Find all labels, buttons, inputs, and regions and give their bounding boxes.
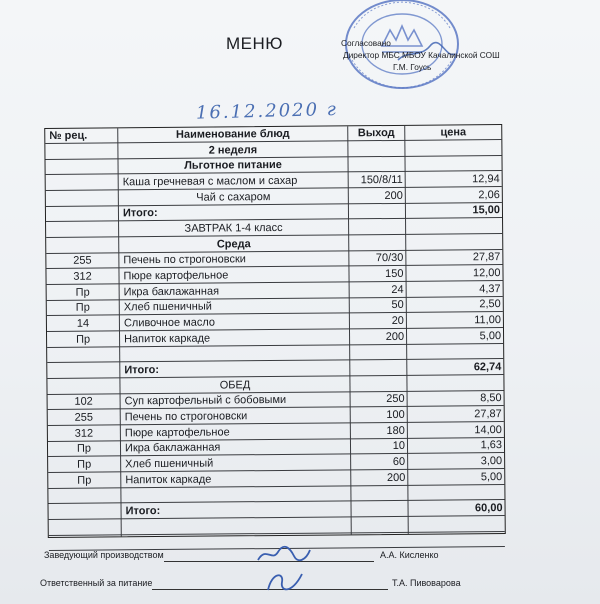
price-cell xyxy=(406,219,502,234)
yield-cell: 150/8/11 xyxy=(360,173,403,187)
recipe-number-cell xyxy=(49,520,121,535)
yield-cell xyxy=(350,345,406,359)
recipe-number-cell: Пр xyxy=(77,458,92,471)
approval-line-3: Г.М. Гоусь xyxy=(393,62,432,72)
recipe-number-cell xyxy=(46,238,118,253)
price-cell xyxy=(405,141,501,156)
yield-cell xyxy=(352,517,408,531)
price-cell: 3,00 xyxy=(480,454,503,468)
recipe-number-cell: 312 xyxy=(73,270,92,283)
dish-name-cell: Пюре картофельное xyxy=(123,269,229,283)
price-cell: 12,94 xyxy=(472,173,500,186)
dish-name-cell: Пюре картофельное xyxy=(124,425,230,439)
dish-name-cell: Печень по строгоновски xyxy=(124,410,248,424)
recipe-number-cell: Пр xyxy=(75,333,91,346)
recipe-number-cell xyxy=(46,160,118,175)
yield-cell xyxy=(348,157,404,171)
price-cell: 2,50 xyxy=(479,298,501,311)
yield-cell xyxy=(348,142,404,156)
price-cell: 12,00 xyxy=(472,266,501,280)
dish-name-cell: Итого: xyxy=(125,504,161,518)
yield-cell: 150 xyxy=(385,267,404,280)
dish-name-cell xyxy=(121,487,350,503)
approval-block xyxy=(341,37,500,73)
yield-cell: 200 xyxy=(385,330,405,343)
price-cell: 14,00 xyxy=(474,423,502,436)
recipe-number-cell: 102 xyxy=(74,395,93,408)
yield-cell xyxy=(349,235,405,249)
price-cell: 8,50 xyxy=(480,392,502,405)
recipe-number-cell: Пр xyxy=(75,301,90,314)
recipe-number-cell xyxy=(46,175,118,190)
yield-cell: 200 xyxy=(386,471,406,484)
approval-line-1: Согласовано xyxy=(341,38,391,48)
dish-name-cell: Суп картофельный с бобовыми xyxy=(124,394,287,408)
price-cell: 1,63 xyxy=(480,439,503,452)
yield-cell xyxy=(349,220,405,234)
price-cell: 4,37 xyxy=(479,282,501,295)
recipe-number-cell xyxy=(46,207,118,222)
price-cell: 15,00 xyxy=(472,204,501,217)
recipe-number-cell: 312 xyxy=(74,427,94,440)
dish-name-cell: Икра баклажанная xyxy=(124,441,221,455)
price-cell: 11,00 xyxy=(474,313,501,327)
menu-title: МЕНЮ xyxy=(226,34,283,53)
dish-name-cell: Льготное питание xyxy=(184,159,282,173)
dish-name-cell: ОБЕД xyxy=(219,378,251,392)
approval-line-2: Директор МБС МБОУ Качалинской СОШ xyxy=(343,50,500,60)
yield-cell xyxy=(349,204,405,218)
nutrition-name: Т.А. Пивоварова xyxy=(392,578,461,588)
dish-name-cell: Сливочное масло xyxy=(123,316,216,330)
price-cell: 27,87 xyxy=(474,407,502,421)
yield-cell xyxy=(351,486,407,500)
recipe-number-cell: Пр xyxy=(77,474,92,487)
dish-name-cell: Итого: xyxy=(122,207,158,220)
yield-cell xyxy=(350,361,406,375)
dish-name-cell: Среда xyxy=(216,237,251,251)
dish-name-cell: Хлеб пшеничный xyxy=(123,300,212,314)
dish-name-cell xyxy=(122,534,351,550)
recipe-number-cell: 255 xyxy=(73,254,92,268)
recipe-number-cell: 255 xyxy=(74,411,93,424)
price-cell xyxy=(405,156,501,171)
recipe-number-cell: Пр xyxy=(75,286,90,299)
dish-name-cell: Итого: xyxy=(124,363,160,377)
dish-name-cell: Напиток каркаде xyxy=(125,473,212,486)
recipe-number-cell xyxy=(47,348,119,363)
yield-cell: 180 xyxy=(386,424,405,437)
header-recipe-number: № рец. xyxy=(49,129,88,142)
recipe-number-cell xyxy=(49,536,121,551)
price-cell xyxy=(409,532,505,547)
manager-name: А.А. Кисленко xyxy=(380,550,439,560)
dish-name-cell: 2 неделя xyxy=(208,143,258,157)
dish-name-cell: Напиток каркаде xyxy=(124,332,211,345)
header-yield: Выход xyxy=(357,126,395,140)
nutrition-signature-icon xyxy=(262,566,312,596)
yield-cell: 50 xyxy=(391,299,404,312)
price-cell: 2,06 xyxy=(478,188,500,201)
dish-name-cell xyxy=(120,346,349,362)
yield-cell: 200 xyxy=(384,189,403,202)
header-price: цена xyxy=(440,126,467,139)
yield-cell: 70/30 xyxy=(375,252,404,265)
yield-cell: 60 xyxy=(392,455,406,468)
price-cell: 5,00 xyxy=(480,470,503,483)
handwritten-date: 16.12.2020 г xyxy=(195,98,339,124)
recipe-number-cell xyxy=(45,144,117,159)
recipe-number-cell xyxy=(46,222,118,237)
dish-name-cell: Каша гречневая с маслом и сахар xyxy=(122,174,298,189)
price-cell xyxy=(408,485,504,500)
recipe-number-cell xyxy=(49,504,121,519)
price-cell: 62,74 xyxy=(473,360,502,374)
recipe-number-cell xyxy=(47,379,119,394)
yield-cell: 100 xyxy=(386,408,405,421)
yield-cell: 250 xyxy=(386,393,405,406)
nutrition-label: Ответственный за питание xyxy=(40,578,153,588)
manager-label: Заведующий производством xyxy=(44,550,164,560)
dish-name-cell: ЗАВТРАК 1-4 класс xyxy=(184,221,283,235)
yield-cell: 20 xyxy=(391,314,404,327)
recipe-number-cell: 14 xyxy=(76,317,90,330)
recipe-number-cell xyxy=(46,191,118,206)
yield-cell xyxy=(351,502,407,516)
dish-name-cell xyxy=(122,518,351,534)
manager-signature-icon xyxy=(254,542,314,566)
header-dish-name: Наименование блюд xyxy=(175,127,290,141)
price-cell xyxy=(407,376,503,391)
dish-name-cell: Икра баклажанная xyxy=(123,285,220,298)
menu-table xyxy=(44,124,506,538)
price-cell: 27,87 xyxy=(472,251,501,264)
price-cell xyxy=(406,235,502,250)
price-cell: 60,00 xyxy=(474,501,503,515)
price-cell xyxy=(407,344,503,359)
yield-cell xyxy=(350,376,406,390)
price-cell: 5,00 xyxy=(479,329,502,342)
dish-name-cell: Чай с сахаром xyxy=(196,190,271,204)
recipe-number-cell xyxy=(47,363,119,378)
yield-cell xyxy=(352,533,408,547)
yield-cell: 24 xyxy=(391,283,404,296)
recipe-number-cell xyxy=(48,489,120,504)
dish-name-cell: Печень по строгоновски xyxy=(123,253,246,267)
price-cell xyxy=(409,517,505,532)
dish-name-cell: Хлеб пшеничный xyxy=(125,457,214,471)
recipe-number-cell: Пр xyxy=(76,442,92,455)
yield-cell: 10 xyxy=(392,440,406,453)
